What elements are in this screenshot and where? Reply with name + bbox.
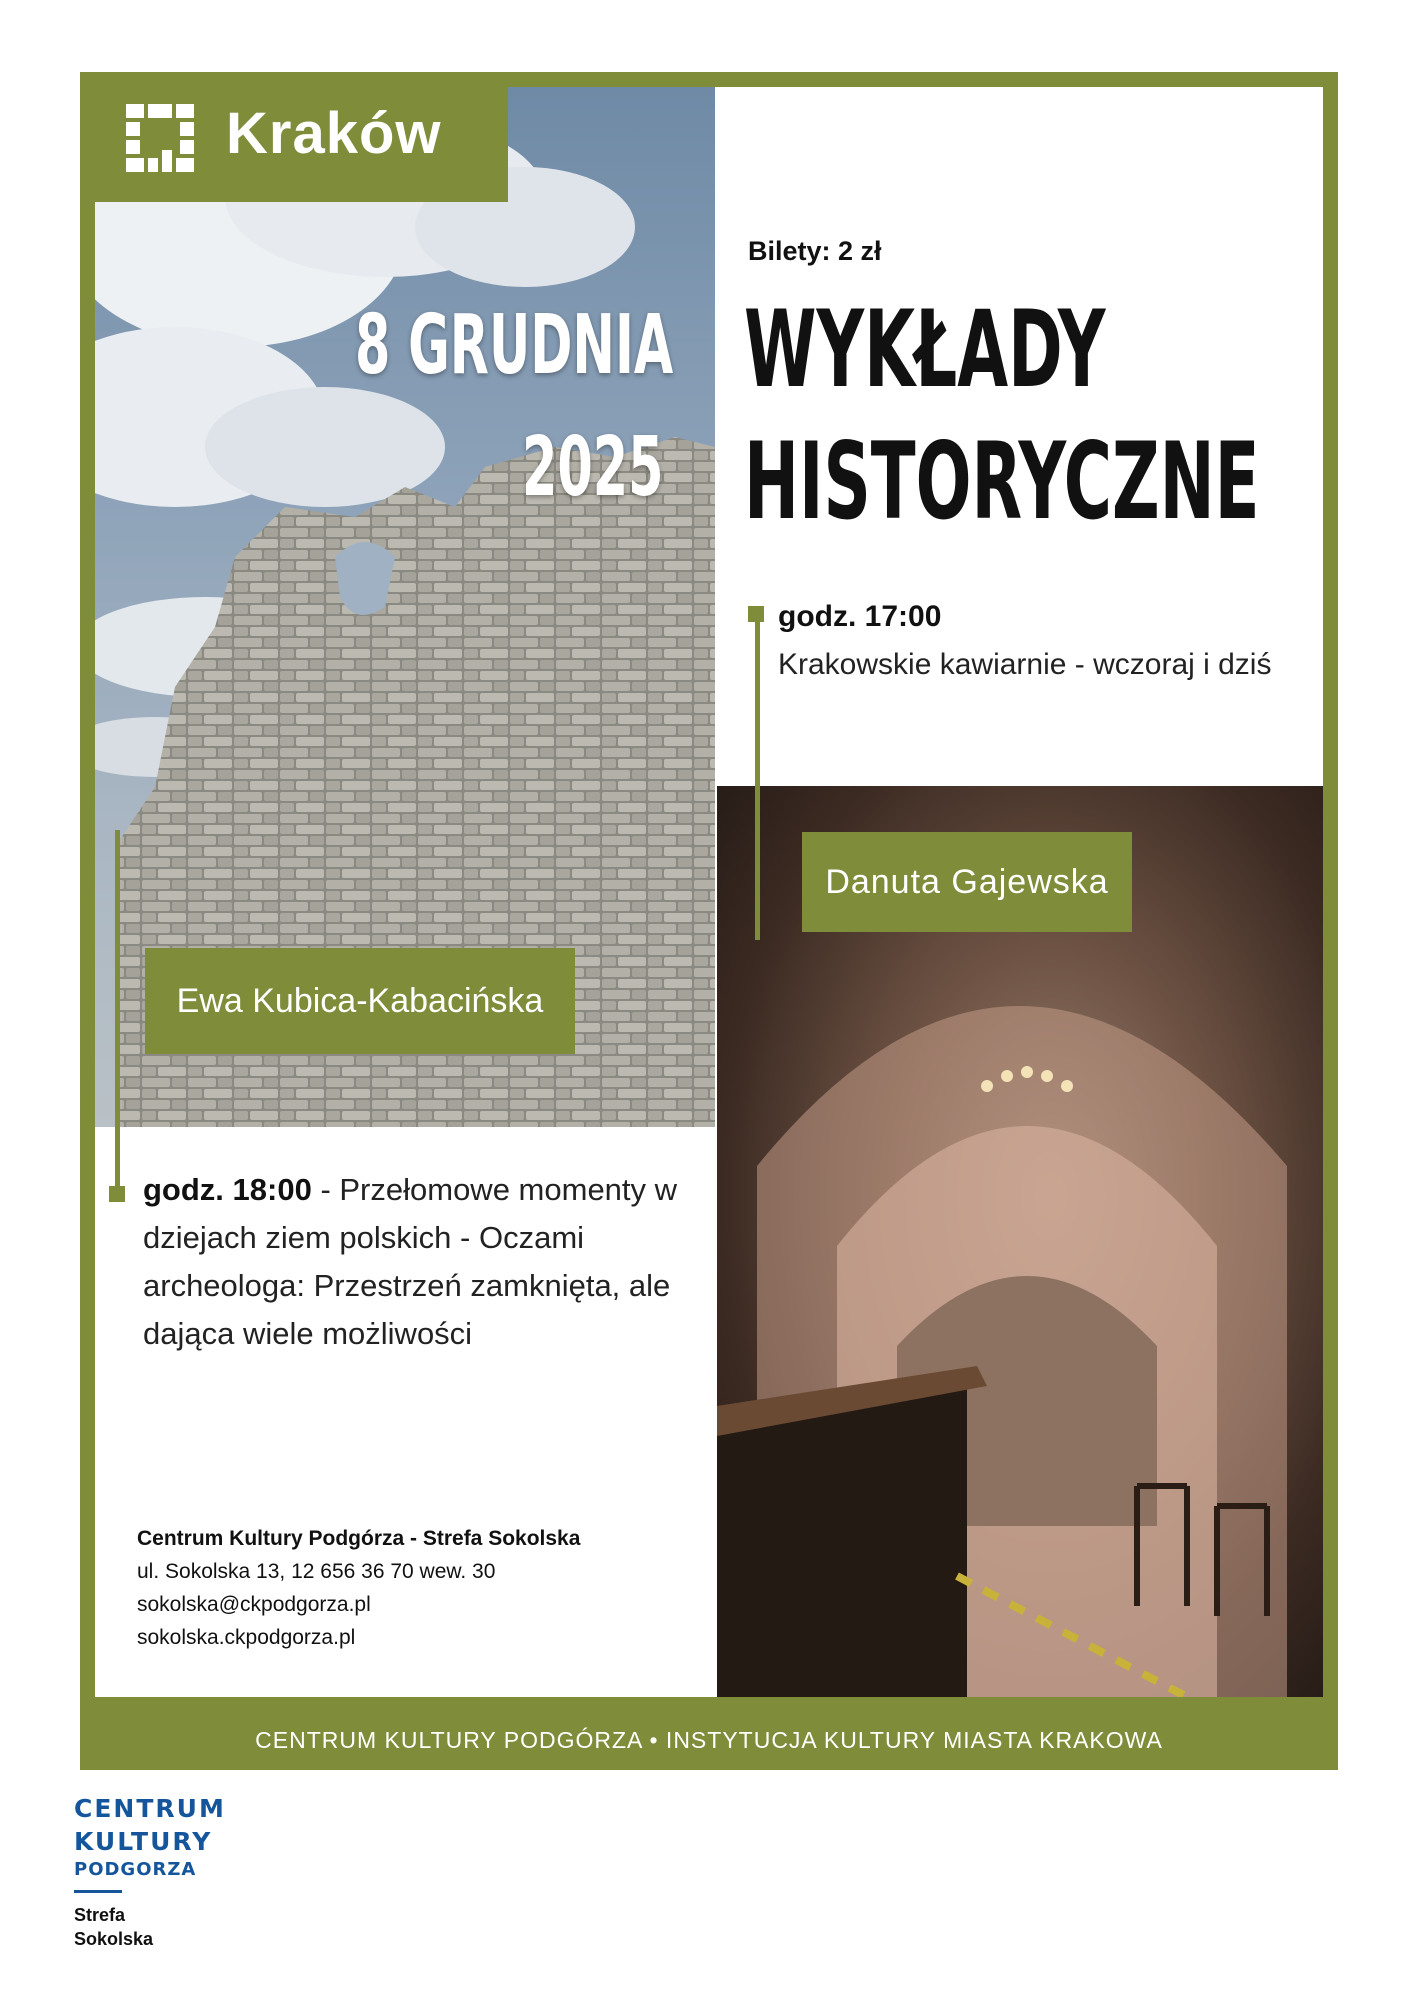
ticket-price: Bilety: 2 zł <box>748 236 882 266</box>
lecture2-bullet <box>109 1186 125 1202</box>
event-year: 2025 <box>522 420 664 515</box>
lecture1-title: Krakowskie kawiarnie - wczoraj i dziś <box>778 648 1272 681</box>
ckp-logo <box>74 1792 226 1951</box>
ckp-strefa-line1: Strefa <box>74 1905 126 1925</box>
ckp-logo-line3: PODGORZA <box>74 1859 197 1880</box>
lecture2-time: godz. 18:00 <box>143 1172 312 1207</box>
footer-text: CENTRUM KULTURY PODGÓRZA • INSTYTUCJA KULTURY MIASTA KRAKOWA <box>255 1726 1163 1753</box>
lecture2-description <box>143 1166 703 1358</box>
ckp-logo-line1: CENTRUM <box>74 1794 226 1823</box>
contact-email[interactable]: sokolska@ckpodgorza.pl <box>137 1593 371 1616</box>
lecture1-connector <box>755 622 760 940</box>
lecture1-speaker: Danuta Gajewska <box>802 832 1132 932</box>
ckp-logo-rule <box>74 1890 122 1893</box>
krakow-mark-icon <box>126 104 194 172</box>
lecture2-title: - Przełomowe momenty w dziejach ziem polskich - Oczami archeologa: Przestrzeń zamknięta, ale dająca wiele możliwości <box>143 1172 678 1351</box>
ckp-strefa-line2: Sokolska <box>74 1929 154 1949</box>
contact-address: ul. Sokolska 13, 12 656 36 70 wew. 30 <box>137 1560 496 1583</box>
lecture2-connector <box>115 830 120 1190</box>
krakow-logo <box>80 72 508 202</box>
contact-website[interactable]: sokolska.ckpodgorza.pl <box>137 1626 356 1649</box>
contact-block <box>137 1522 580 1654</box>
lecture2-speaker: Ewa Kubica-Kabacińska <box>145 948 575 1054</box>
event-date: 8 GRUDNIA <box>355 298 674 393</box>
ckp-logo-line2: KULTURY <box>74 1827 213 1856</box>
krakow-brand-text: Kraków <box>226 101 442 166</box>
event-title-line1: WYKŁADY <box>744 288 1106 411</box>
lecture1-time: godz. 17:00 <box>778 600 942 633</box>
lecture1-bullet <box>748 606 764 622</box>
contact-org: Centrum Kultury Podgórza - Strefa Sokolska <box>137 1527 581 1550</box>
event-title-line2: HISTORYCZNE <box>744 420 1260 543</box>
